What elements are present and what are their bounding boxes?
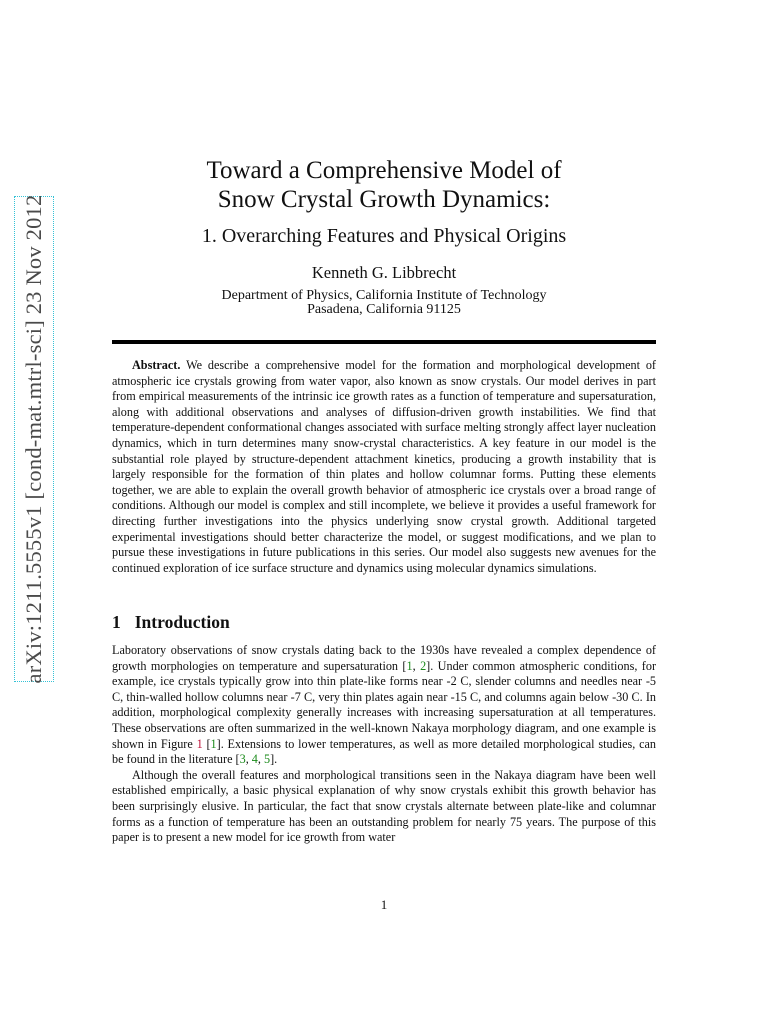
paragraph-2: Although the overall features and morphological transitions seen in the Nakaya diagram have been well established empirically, a basic physical explanation of why snow crystals exhibit this growth behavior has been surprisingly elusive. In particular, the fact that snow crystals alternate between plate-like and columnar forms as a function of temperature has been an outstanding problem for nearly 75 years. The purpose of this paper is to present a new model for ice growth from water	[112, 767, 656, 845]
page-number: 1	[380, 897, 388, 912]
abstract	[112, 358, 656, 576]
citation-link[interactable]: 4	[251, 752, 258, 767]
citation-separator: ,	[245, 752, 252, 767]
title-line-1: Toward a Comprehensive Model of	[206, 157, 562, 184]
paragraph-1-text-c: [	[202, 736, 211, 751]
section-heading	[112, 612, 230, 633]
affiliation-line-2: Pasadena, California 91125	[307, 302, 461, 317]
citation-separator: ,	[412, 658, 421, 673]
section-title: Introduction	[134, 612, 230, 632]
author-name: Kenneth G. Libbrecht	[311, 263, 457, 282]
paragraph-1-text-e: ].	[270, 752, 278, 767]
citation-link[interactable]: 3	[239, 752, 246, 767]
title-block	[112, 156, 656, 317]
arxiv-stamp-text: arXiv:1211.5555v1 [cond-mat.mtrl-sci] 23 Nov 2012	[21, 194, 46, 684]
title-line-2: Snow Crystal Growth Dynamics:	[217, 186, 551, 213]
paragraph-1-text-d: ]. Extensions to lower temperatures, as well as more detailed morphological studies, can be found in the literature [	[112, 736, 657, 767]
introduction-body	[112, 643, 656, 846]
affiliation	[112, 289, 656, 317]
section-number: 1	[112, 612, 121, 632]
title-rule	[112, 340, 656, 344]
paragraph-1	[112, 643, 656, 768]
citation-link[interactable]: 1	[406, 658, 413, 673]
paper-title	[112, 156, 656, 214]
abstract-label: Abstract.	[132, 358, 181, 372]
figure-link[interactable]: 1	[196, 736, 203, 751]
paper-subtitle: 1. Overarching Features and Physical Origins	[201, 225, 567, 247]
paragraph-1-text-a: Laboratory observations of snow crystals dating back to the 1930s have revealed a complex dependence of growth morphologies on temperature and supersaturation [	[112, 643, 656, 673]
affiliation-line-1: Department of Physics, California Institute of Technology	[221, 288, 547, 303]
arxiv-stamp[interactable]	[14, 196, 54, 682]
paragraph-1-text-b: ]. Under common atmospheric conditions, for example, ice crystals typically grow into thin plate-like forms near -2 C, slender columns and needles near -5 C, thin-walled hollow columns near -7 C, very thin plates again near -15 C, and columns again below -30 C. In addition, morphological complexity generally increases with increasing supersaturation at all temperatures. These observations are often summarized in the well-known Nakaya morphology diagram, and one example is shown in Figure	[112, 658, 657, 751]
citation-link[interactable]: 2	[420, 658, 427, 673]
citation-link[interactable]: 1	[210, 736, 217, 751]
abstract-text: We describe a comprehensive model for the formation and morphological development of atmospheric ice crystals growing from water vapor, also known as snow crystals. Our model derives in part from empirical measurements of the intrinsic ice growth rates as a function of temperature and supersaturation, along with additional observations and analyses of diffusion-driven growth instabilities. We find that temperature-dependent conformational changes associated with surface melting strongly affect layer nucleation dynamics, which in turn determines many snow-crystal characteristics. A key feature in our model is the substantial role played by structure-dependent attachment kinetics, producing a growth instability that is largely responsible for the formation of thin plates and hollow columnar forms. Putting these elements together, we are able to explain the overall growth behavior of atmospheric ice crystals over a broad range of conditions. Although our model is complex and still incomplete, we believe it provides a useful framework for directing further investigations into the physics underlying snow crystal growth. Additional targeted experimental investigations should better characterize the model, or suggest modifications, and we plan to pursue these investigations in future publications in this series. Our model also suggests new avenues for the continued exploration of ice surface structure and dynamics using molecular dynamics simulations.	[112, 358, 656, 575]
citation-separator: ,	[257, 752, 264, 767]
citation-link[interactable]: 5	[263, 752, 271, 767]
